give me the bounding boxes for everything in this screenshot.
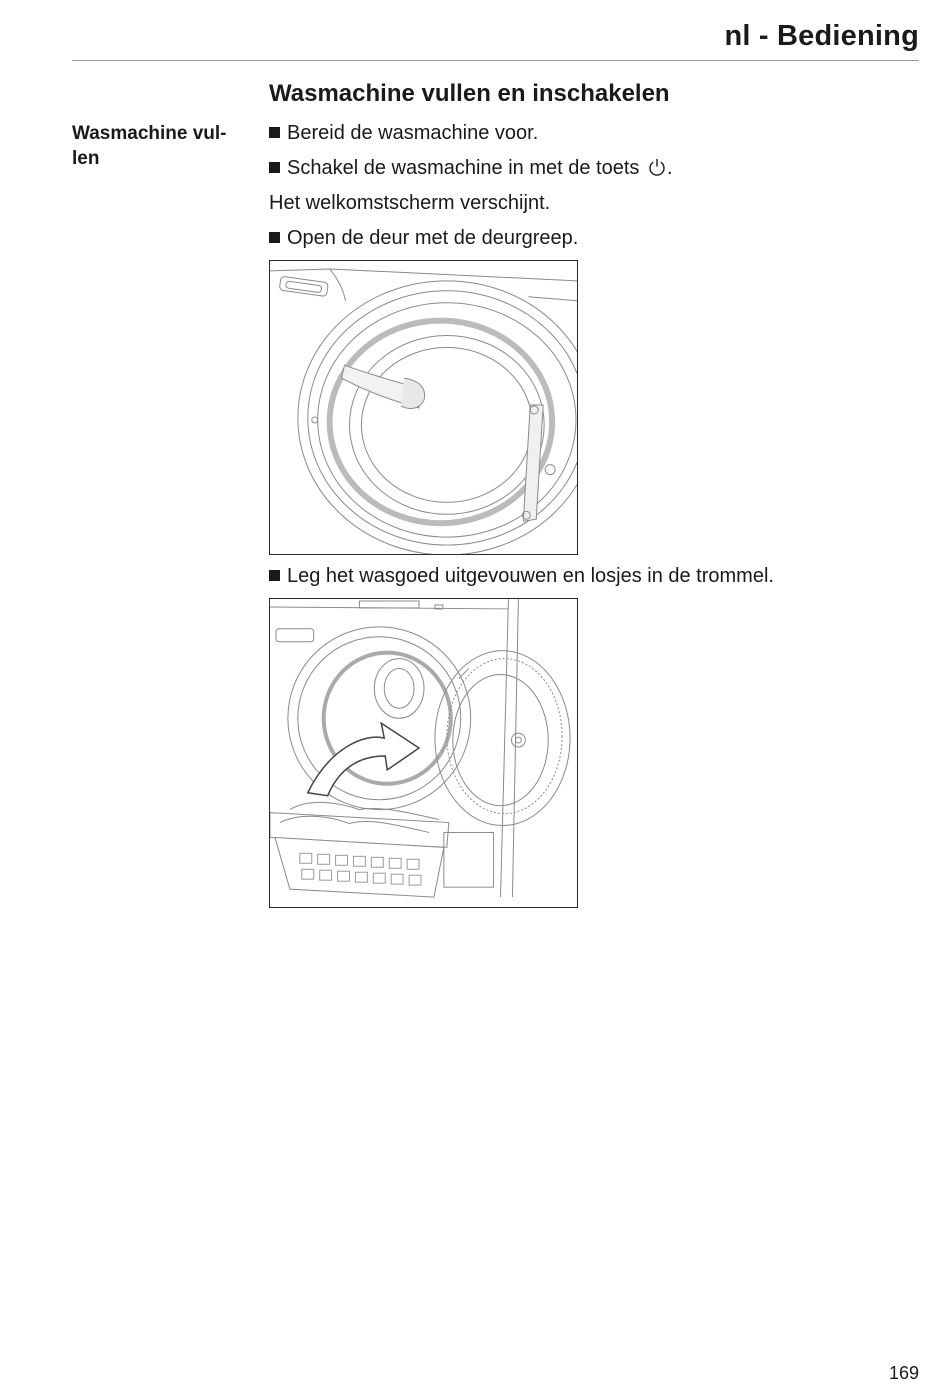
step-text-end: . xyxy=(666,157,673,179)
bullet-icon xyxy=(269,127,280,138)
step-text: Open de deur met de deurgreep. xyxy=(287,227,579,249)
header-divider xyxy=(72,60,919,61)
page-header-title: nl - Bediening xyxy=(724,20,919,52)
step-item xyxy=(269,564,774,588)
side-label-text: Wasmachine vul- len xyxy=(72,123,227,169)
step-item xyxy=(269,226,578,250)
step-item xyxy=(269,121,538,145)
step-text: Leg het wasgoed uitgevouwen en losjes in de trommel. xyxy=(287,565,774,587)
bullet-icon xyxy=(269,162,280,173)
power-icon xyxy=(647,157,667,177)
laundry-loading-illustration xyxy=(269,598,578,908)
page-number: 169 xyxy=(888,1363,919,1383)
result-text: Het welkomstscherm verschijnt. xyxy=(269,192,551,214)
step-item xyxy=(269,156,673,180)
section-heading: Wasmachine vullen en inschakelen xyxy=(269,80,670,107)
bullet-icon xyxy=(269,570,280,581)
step-text: Schakel de wasmachine in met de toets xyxy=(287,157,640,179)
bullet-icon xyxy=(269,232,280,243)
door-handle-illustration xyxy=(269,260,578,555)
side-label xyxy=(72,121,257,171)
step-text: Bereid de wasmachine voor. xyxy=(287,122,539,144)
